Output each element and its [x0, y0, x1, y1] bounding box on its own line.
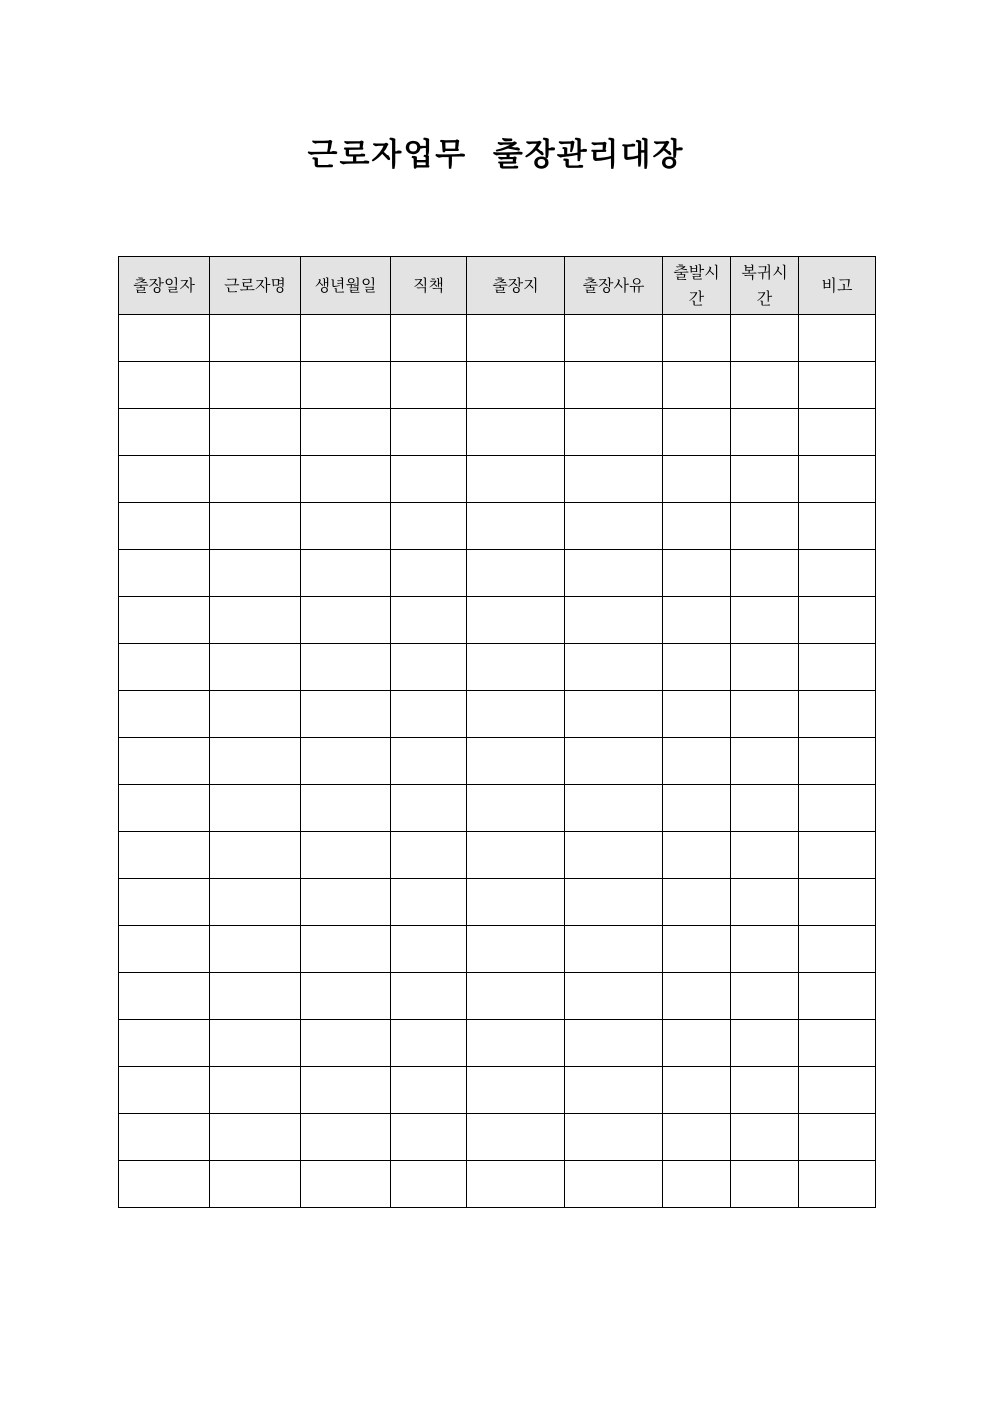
cell-destination[interactable] — [467, 785, 565, 832]
cell-trip-date[interactable] — [119, 315, 210, 362]
cell-destination[interactable] — [467, 926, 565, 973]
cell-trip-reason[interactable] — [565, 926, 663, 973]
cell-birth-date[interactable] — [301, 409, 391, 456]
table-row — [119, 1161, 876, 1208]
cell-position[interactable] — [391, 691, 467, 738]
cell-return-time[interactable] — [731, 597, 799, 644]
cell-position[interactable] — [391, 644, 467, 691]
cell-worker-name[interactable] — [210, 503, 301, 550]
cell-worker-name[interactable] — [210, 1161, 301, 1208]
cell-worker-name[interactable] — [210, 879, 301, 926]
table-row — [119, 597, 876, 644]
cell-worker-name[interactable] — [210, 550, 301, 597]
table-row — [119, 409, 876, 456]
cell-destination[interactable] — [467, 1114, 565, 1161]
cell-birth-date[interactable] — [301, 691, 391, 738]
header-departure-time: 출발시 간 — [663, 257, 731, 315]
cell-departure-time[interactable] — [663, 315, 731, 362]
cell-trip-date[interactable] — [119, 832, 210, 879]
cell-destination[interactable] — [467, 1067, 565, 1114]
cell-trip-date[interactable] — [119, 1161, 210, 1208]
cell-destination[interactable] — [467, 550, 565, 597]
table-row — [119, 1114, 876, 1161]
cell-worker-name[interactable] — [210, 973, 301, 1020]
cell-position[interactable] — [391, 926, 467, 973]
table-row — [119, 362, 876, 409]
header-destination: 출장지 — [467, 257, 565, 315]
cell-trip-reason[interactable] — [565, 1020, 663, 1067]
cell-worker-name[interactable] — [210, 409, 301, 456]
header-return-time: 복귀시 간 — [731, 257, 799, 315]
cell-position[interactable] — [391, 1067, 467, 1114]
cell-departure-time[interactable] — [663, 1114, 731, 1161]
cell-departure-time[interactable] — [663, 1020, 731, 1067]
cell-position[interactable] — [391, 1114, 467, 1161]
cell-birth-date[interactable] — [301, 738, 391, 785]
cell-position[interactable] — [391, 503, 467, 550]
cell-worker-name[interactable] — [210, 644, 301, 691]
cell-trip-date[interactable] — [119, 1067, 210, 1114]
cell-birth-date[interactable] — [301, 597, 391, 644]
cell-worker-name[interactable] — [210, 362, 301, 409]
cell-worker-name[interactable] — [210, 1067, 301, 1114]
cell-remarks[interactable] — [799, 1067, 876, 1114]
cell-position[interactable] — [391, 973, 467, 1020]
table-row — [119, 315, 876, 362]
cell-trip-reason[interactable] — [565, 315, 663, 362]
cell-departure-time[interactable] — [663, 362, 731, 409]
cell-trip-date[interactable] — [119, 1114, 210, 1161]
header-row — [119, 257, 876, 315]
cell-trip-reason[interactable] — [565, 1067, 663, 1114]
cell-trip-reason[interactable] — [565, 973, 663, 1020]
cell-departure-time[interactable] — [663, 1067, 731, 1114]
table-row — [119, 973, 876, 1020]
cell-birth-date[interactable] — [301, 550, 391, 597]
cell-remarks[interactable] — [799, 409, 876, 456]
cell-return-time[interactable] — [731, 691, 799, 738]
cell-destination[interactable] — [467, 1161, 565, 1208]
cell-remarks[interactable] — [799, 691, 876, 738]
cell-trip-date[interactable] — [119, 973, 210, 1020]
cell-destination[interactable] — [467, 456, 565, 503]
cell-trip-reason[interactable] — [565, 503, 663, 550]
cell-return-time[interactable] — [731, 1161, 799, 1208]
table-row — [119, 456, 876, 503]
cell-return-time[interactable] — [731, 879, 799, 926]
cell-destination[interactable] — [467, 503, 565, 550]
cell-return-time[interactable] — [731, 1020, 799, 1067]
cell-remarks[interactable] — [799, 503, 876, 550]
table-row — [119, 644, 876, 691]
cell-trip-reason[interactable] — [565, 1114, 663, 1161]
cell-return-time[interactable] — [731, 1067, 799, 1114]
cell-remarks[interactable] — [799, 738, 876, 785]
cell-return-time[interactable] — [731, 973, 799, 1020]
table-row — [119, 832, 876, 879]
cell-return-time[interactable] — [731, 785, 799, 832]
cell-position[interactable] — [391, 879, 467, 926]
cell-worker-name[interactable] — [210, 456, 301, 503]
cell-position[interactable] — [391, 456, 467, 503]
cell-trip-reason[interactable] — [565, 362, 663, 409]
cell-birth-date[interactable] — [301, 832, 391, 879]
cell-trip-reason[interactable] — [565, 1161, 663, 1208]
cell-position[interactable] — [391, 738, 467, 785]
cell-birth-date[interactable] — [301, 785, 391, 832]
cell-trip-date[interactable] — [119, 456, 210, 503]
cell-birth-date[interactable] — [301, 456, 391, 503]
cell-worker-name[interactable] — [210, 691, 301, 738]
cell-position[interactable] — [391, 315, 467, 362]
cell-position[interactable] — [391, 409, 467, 456]
cell-birth-date[interactable] — [301, 926, 391, 973]
cell-position[interactable] — [391, 1020, 467, 1067]
cell-destination[interactable] — [467, 879, 565, 926]
cell-remarks[interactable] — [799, 456, 876, 503]
cell-departure-time[interactable] — [663, 644, 731, 691]
cell-return-time[interactable] — [731, 315, 799, 362]
table-row — [119, 785, 876, 832]
cell-departure-time[interactable] — [663, 597, 731, 644]
cell-worker-name[interactable] — [210, 1020, 301, 1067]
cell-trip-date[interactable] — [119, 691, 210, 738]
header-remarks: 비고 — [799, 257, 876, 315]
cell-destination[interactable] — [467, 1020, 565, 1067]
cell-trip-reason[interactable] — [565, 597, 663, 644]
cell-return-time[interactable] — [731, 503, 799, 550]
cell-position[interactable] — [391, 1161, 467, 1208]
cell-departure-time[interactable] — [663, 785, 731, 832]
cell-destination[interactable] — [467, 691, 565, 738]
cell-departure-time[interactable] — [663, 879, 731, 926]
header-trip-reason: 출장사유 — [565, 257, 663, 315]
cell-trip-date[interactable] — [119, 362, 210, 409]
cell-return-time[interactable] — [731, 456, 799, 503]
cell-trip-reason[interactable] — [565, 738, 663, 785]
cell-return-time[interactable] — [731, 738, 799, 785]
table-row — [119, 926, 876, 973]
cell-trip-date[interactable] — [119, 503, 210, 550]
table-row — [119, 503, 876, 550]
header-position: 직책 — [391, 257, 467, 315]
cell-remarks[interactable] — [799, 926, 876, 973]
cell-departure-time[interactable] — [663, 832, 731, 879]
cell-worker-name[interactable] — [210, 1114, 301, 1161]
cell-destination[interactable] — [467, 362, 565, 409]
cell-destination[interactable] — [467, 738, 565, 785]
cell-destination[interactable] — [467, 644, 565, 691]
cell-trip-date[interactable] — [119, 879, 210, 926]
cell-birth-date[interactable] — [301, 1020, 391, 1067]
cell-return-time[interactable] — [731, 926, 799, 973]
cell-worker-name[interactable] — [210, 597, 301, 644]
cell-trip-date[interactable] — [119, 550, 210, 597]
cell-trip-date[interactable] — [119, 1020, 210, 1067]
cell-birth-date[interactable] — [301, 503, 391, 550]
cell-worker-name[interactable] — [210, 738, 301, 785]
cell-trip-reason[interactable] — [565, 644, 663, 691]
table-row — [119, 879, 876, 926]
cell-birth-date[interactable] — [301, 973, 391, 1020]
ledger-body — [119, 315, 876, 1208]
cell-destination[interactable] — [467, 832, 565, 879]
cell-trip-date[interactable] — [119, 409, 210, 456]
cell-trip-date[interactable] — [119, 644, 210, 691]
cell-return-time[interactable] — [731, 644, 799, 691]
cell-position[interactable] — [391, 550, 467, 597]
cell-birth-date[interactable] — [301, 1161, 391, 1208]
cell-remarks[interactable] — [799, 832, 876, 879]
page-title: 근로자업무 출장관리대장 — [307, 137, 685, 173]
cell-destination[interactable] — [467, 409, 565, 456]
cell-position[interactable] — [391, 832, 467, 879]
cell-remarks[interactable] — [799, 785, 876, 832]
cell-trip-reason[interactable] — [565, 785, 663, 832]
cell-return-time[interactable] — [731, 550, 799, 597]
table-row — [119, 1020, 876, 1067]
cell-trip-date[interactable] — [119, 738, 210, 785]
cell-birth-date[interactable] — [301, 315, 391, 362]
cell-trip-date[interactable] — [119, 597, 210, 644]
cell-position[interactable] — [391, 362, 467, 409]
table-row — [119, 738, 876, 785]
header-birth-date: 생년월일 — [301, 257, 391, 315]
business-trip-ledger-table — [118, 256, 876, 1208]
cell-remarks[interactable] — [799, 1114, 876, 1161]
cell-departure-time[interactable] — [663, 926, 731, 973]
table-row — [119, 550, 876, 597]
cell-destination[interactable] — [467, 315, 565, 362]
cell-remarks[interactable] — [799, 1020, 876, 1067]
cell-position[interactable] — [391, 597, 467, 644]
cell-birth-date[interactable] — [301, 1067, 391, 1114]
cell-worker-name[interactable] — [210, 832, 301, 879]
cell-trip-reason[interactable] — [565, 832, 663, 879]
cell-worker-name[interactable] — [210, 926, 301, 973]
cell-departure-time[interactable] — [663, 738, 731, 785]
cell-worker-name[interactable] — [210, 785, 301, 832]
cell-destination[interactable] — [467, 973, 565, 1020]
cell-birth-date[interactable] — [301, 879, 391, 926]
cell-remarks[interactable] — [799, 644, 876, 691]
cell-remarks[interactable] — [799, 879, 876, 926]
cell-departure-time[interactable] — [663, 456, 731, 503]
cell-departure-time[interactable] — [663, 691, 731, 738]
cell-remarks[interactable] — [799, 1161, 876, 1208]
cell-trip-date[interactable] — [119, 926, 210, 973]
cell-birth-date[interactable] — [301, 644, 391, 691]
cell-trip-date[interactable] — [119, 785, 210, 832]
cell-trip-reason[interactable] — [565, 550, 663, 597]
cell-birth-date[interactable] — [301, 362, 391, 409]
cell-birth-date[interactable] — [301, 1114, 391, 1161]
cell-worker-name[interactable] — [210, 315, 301, 362]
cell-departure-time[interactable] — [663, 973, 731, 1020]
header-worker-name: 근로자명 — [210, 257, 301, 315]
cell-remarks[interactable] — [799, 597, 876, 644]
cell-trip-reason[interactable] — [565, 456, 663, 503]
cell-return-time[interactable] — [731, 362, 799, 409]
cell-return-time[interactable] — [731, 409, 799, 456]
cell-departure-time[interactable] — [663, 409, 731, 456]
table-row — [119, 1067, 876, 1114]
cell-remarks[interactable] — [799, 362, 876, 409]
cell-position[interactable] — [391, 785, 467, 832]
cell-departure-time[interactable] — [663, 550, 731, 597]
cell-return-time[interactable] — [731, 832, 799, 879]
cell-destination[interactable] — [467, 597, 565, 644]
cell-remarks[interactable] — [799, 315, 876, 362]
cell-remarks[interactable] — [799, 973, 876, 1020]
cell-trip-reason[interactable] — [565, 879, 663, 926]
header-trip-date: 출장일자 — [119, 257, 210, 315]
cell-departure-time[interactable] — [663, 1161, 731, 1208]
table-row — [119, 691, 876, 738]
cell-departure-time[interactable] — [663, 503, 731, 550]
cell-trip-reason[interactable] — [565, 409, 663, 456]
cell-remarks[interactable] — [799, 550, 876, 597]
cell-return-time[interactable] — [731, 1114, 799, 1161]
cell-trip-reason[interactable] — [565, 691, 663, 738]
